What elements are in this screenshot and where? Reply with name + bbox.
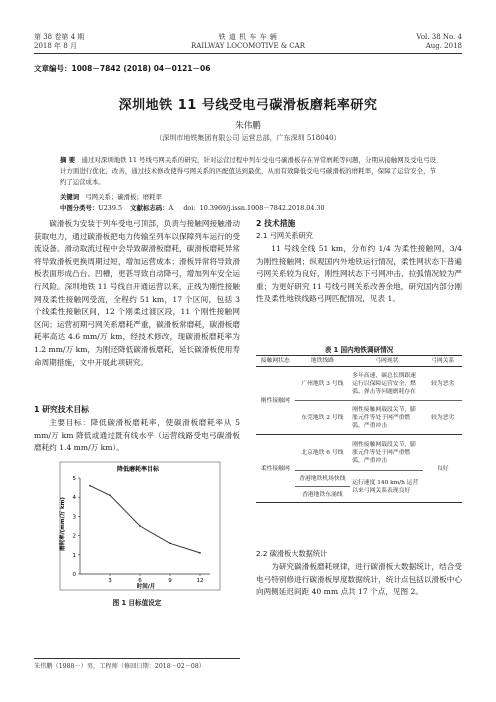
- table-relation-cell: 较为恶劣: [431, 380, 455, 387]
- journal-title-cn: 铁 道 机 车 车 辆: [218, 33, 278, 41]
- footnote-rule: [34, 658, 240, 659]
- chart-title: 降低磨耗率目标: [116, 466, 160, 473]
- article-number: 文章编号：1008－7842 (2018) 04－0121－06: [34, 64, 211, 73]
- table-line-cell: 东莞地铁 2 号线: [301, 414, 344, 421]
- x-tick-label: 6: [138, 578, 142, 584]
- table-group-cell: 刚性接触网: [260, 397, 290, 404]
- survey-table: [256, 355, 462, 503]
- author-footnote: 朱伟鹏（1988－）男，工程师（修回日期：2018－02－08）: [34, 663, 205, 670]
- keywords: [60, 192, 162, 203]
- data-point: [199, 552, 201, 554]
- doi: doi：10.3969/j.issn.1008－7842.2018.04.30: [183, 204, 325, 212]
- volume-label: Vol. 38 No. 4: [416, 33, 462, 41]
- table-line-cell: 香港地铁东涌线: [302, 491, 343, 498]
- section-2-heading: 2 技术措施: [256, 219, 296, 228]
- chart-y-label: 磨耗率/(mm/万 km): [60, 497, 66, 551]
- affiliation: （深圳市地铁集团有限公司 运营总部，广东深圳 518040）: [155, 134, 341, 142]
- clc-code: U239.5: [98, 204, 123, 212]
- y-tick-label: 1: [72, 552, 76, 559]
- doc-code: A: [168, 204, 174, 212]
- data-point: [89, 485, 91, 487]
- intro-paragraph: 碳滑板为安装于列车受电弓顶部，负责与接触网接触滑动获取电力，通过碳滑板把电力传输至列车以保障列车运行的受流设备。滑动取流过程中会导致碳滑板磨耗，碳滑板磨耗异常将导致滑板更换周期过短，增加运营成本；滑板异常将导致滑板表面形成凸台、凹槽，更甚导致自动降弓，增加列车安全运行风险。深圳地铁 11 号线自开通运营以来，正线为刚性接触网及柔性接触网受流，全程约 51 km，17 个区间，包括 3 个线柔性接触区间，12 个刚柔过渡区段，11 个刚性接触网区间；运营初期弓网关系磨耗严重，碳滑板常磨耗，碳滑板磨耗率高达 4.6 mm/万 km，经技术修改，现碳滑板磨耗率为 1.2 mm/万 km，为刚还降低碳滑板磨耗，延长碳滑板使用寿命周期措施，文中开展此项研究。: [34, 219, 240, 367]
- header-rule: [34, 53, 462, 54]
- table-status-cell: 多年高速，碳总长期跟速运行以保障运营安全，燃弧、弹击等问题磨耗存在: [352, 372, 416, 395]
- table-group-cell: 柔性接触网: [260, 465, 290, 472]
- doc-label: 文献标志码：: [130, 204, 169, 212]
- table-line-cell: 香港地铁机场快线: [299, 475, 346, 482]
- y-tick-label: 0: [72, 572, 76, 578]
- data-point: [109, 494, 111, 496]
- table-relation-cell: 较为恶劣: [431, 414, 455, 421]
- article-title: 深圳地铁 11 号线受电弓碳滑板磨耗率研究: [118, 98, 378, 113]
- section-2-2-heading: 2.2 碳滑板大数据统计: [256, 549, 328, 558]
- table-header-row: [256, 356, 462, 367]
- table-status-cell: 刚性接触网载段关节，膨胀元件等处于网严重燃弧，严重冲击: [352, 406, 416, 429]
- table-header-cell: 弓网现状: [375, 358, 399, 364]
- journal-title-en: RAILWAY LOCOMOTIVE & CAR: [191, 42, 305, 50]
- abstract-label: 摘 要: [60, 156, 76, 164]
- issue-date: 2018 年 8 月: [34, 42, 77, 50]
- chart-x-label: 时间/月: [136, 584, 156, 590]
- abstract: [60, 155, 436, 188]
- issue-label: 第 38 卷第 4 期: [34, 33, 85, 41]
- figure-1-caption: 图 1 目标值设定: [112, 599, 162, 607]
- abstract-text: 通过对深圳地铁 11 号线弓网关系的研究，针对运营过程中列车受电弓碳滑板存在异常磨耗等问题，分期从接触网及受电弓设计方面进行优化、改善，通过技术修改使得弓网关系的匹配值达到最优，从而有效降低受电弓碳滑板的磨耗率，保障了运营安全，节约了运营成本。: [60, 156, 436, 186]
- table-line-cell: 广州地铁 3 号线: [301, 380, 344, 387]
- section-2-1-paragraph: 11 号线全线 51 km，分布约 1/4 为柔性接触网，3/4 为刚性接触网；纵观国内外地铁运行情况，柔性网状态下普遍弓网关系较为良好，刚性网状态下弓网冲击、拉弧情况较为严重；为更好研究 11 号线弓网关系改善余地，研究国内部分刚性及柔性地铁线路弓网匹配情况，见表 1。: [256, 244, 462, 304]
- classification-line: [60, 203, 325, 214]
- table-relation-cell: 良好: [436, 465, 449, 472]
- table-status-cell: 运行速度 140 km/h 运营以来弓网关系表现良好: [352, 479, 419, 494]
- table-row: [256, 435, 462, 471]
- x-tick-label: 3: [108, 578, 112, 584]
- y-tick-label: 3: [72, 514, 76, 521]
- table-row: [256, 367, 462, 401]
- data-point: [169, 542, 171, 544]
- x-tick-label: 12: [196, 578, 204, 584]
- section-1-heading: 1 研究技术目标: [34, 405, 89, 414]
- data-point: [139, 525, 141, 527]
- table-1-caption: 表 1 国内地铁调研情况: [324, 346, 394, 354]
- table-header-cell: 弓网关系: [431, 358, 455, 364]
- y-tick-label: 5: [72, 476, 76, 482]
- y-tick-label: 2: [72, 533, 76, 540]
- volume-date: Aug. 2018: [425, 42, 462, 50]
- target-chart: [50, 456, 226, 594]
- clc-label: 中图分类号：: [60, 204, 99, 212]
- x-tick-label: 9: [168, 578, 172, 584]
- section-2-2-paragraph: 为研究碳滑板磨耗规律，进行碳滑板大数据统计，结合受电弓特别修进行碳滑板厚度数据统计，统计点包括以滑板中心向两侧延迟间距 40 mm 点共 17 个点，见图 2。: [256, 562, 462, 597]
- table-status-cell: 刚性接触网载段关节，膨胀元件等处于网严重燃弧，严重冲击: [352, 441, 416, 464]
- y-tick-label: 4: [72, 495, 76, 502]
- keywords-label: 关键词: [60, 193, 80, 201]
- section-2-1-heading: 2.1 弓网关系研究: [256, 231, 313, 240]
- table-header-cell: 接触网状态: [260, 358, 290, 364]
- table-line-cell: 北京地铁 6 号线: [301, 449, 344, 456]
- table-header-cell: 地铁线路: [310, 358, 334, 364]
- keywords-text: 弓网关系；碳滑板；磨耗率: [85, 193, 162, 201]
- author: 朱伟鹏: [235, 121, 261, 131]
- section-1-paragraph: 主要目标：降低碳滑板磨耗率，使碳滑板磨耗率从 5 mm/万 km 降低或通过既有线水平（运营线路受电弓碳滑板磨耗约 1.4 mm/万 km）。: [34, 418, 240, 453]
